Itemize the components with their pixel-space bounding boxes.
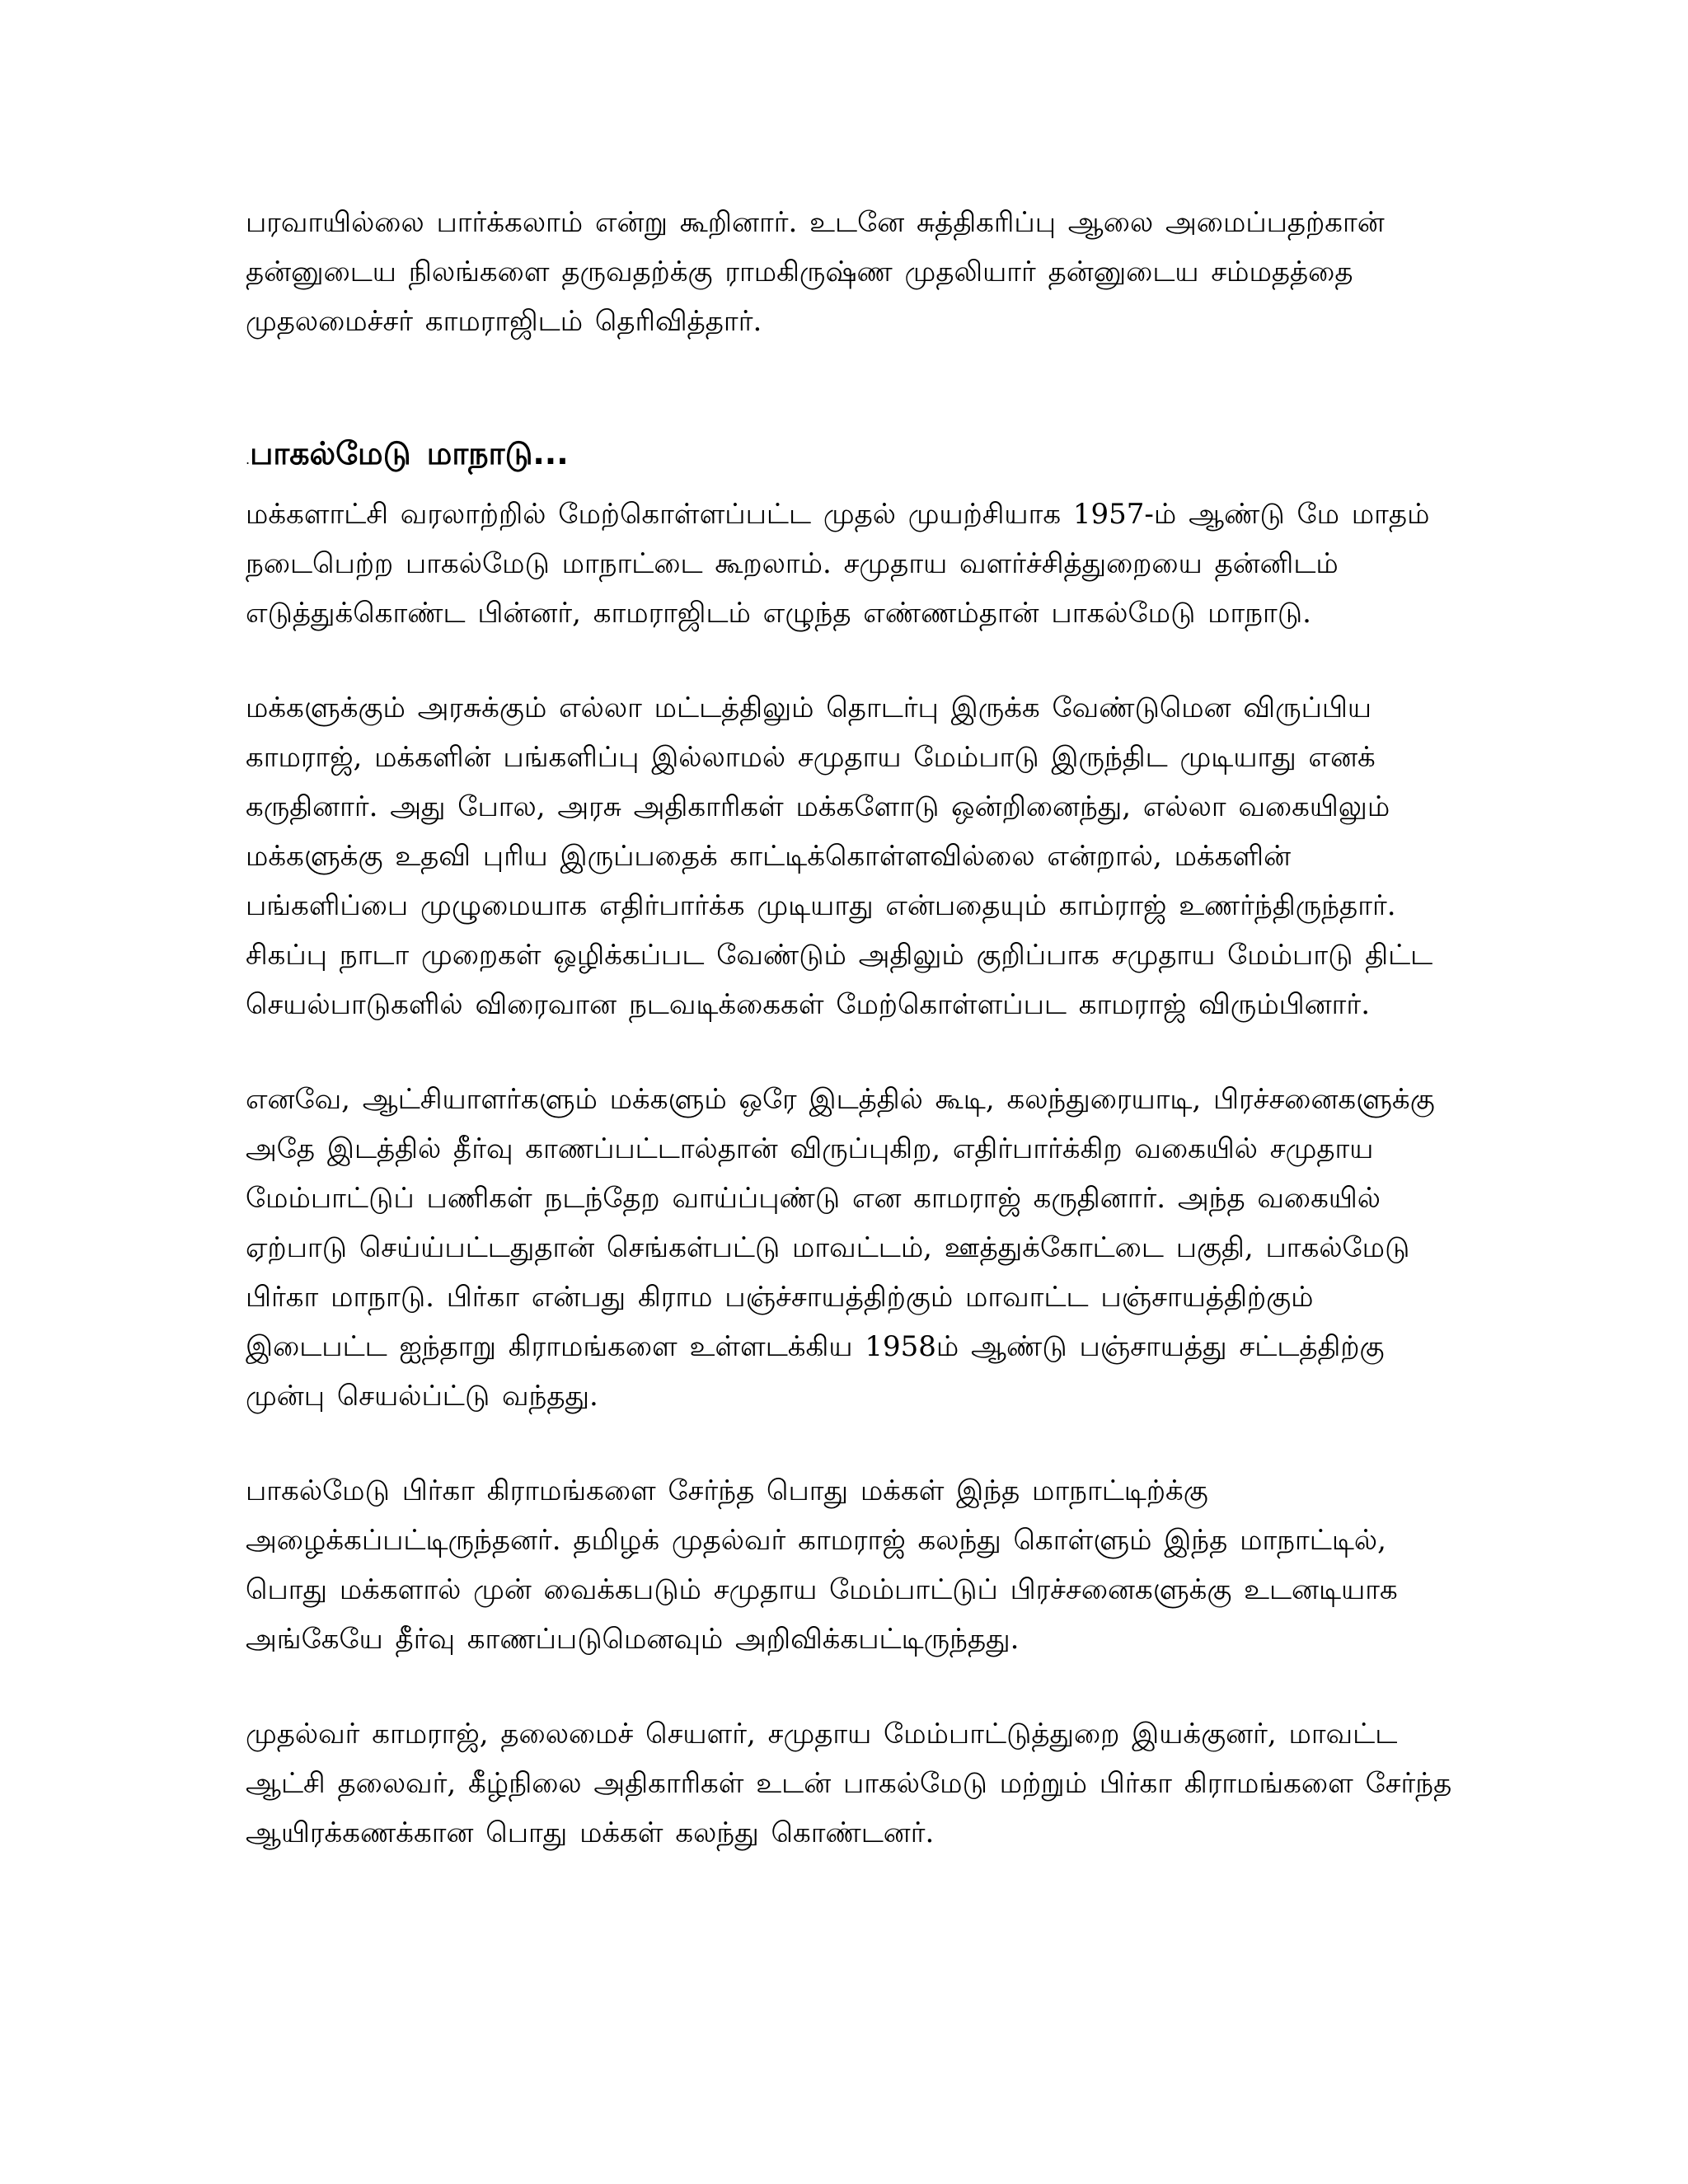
intro-paragraph: பரவாயில்லை பார்க்கலாம் என்று கூறினார். உடனே சுத்திகரிப்பு ஆலை அமைப்பதற்கான் தன்னுடைய நிலங்களை தருவதற்க்கு ராமகிருஷ்ண முதலியார் தன்னுடைய சம்மதத்தை முதலமைச்சர் காமராஜிடம் தெரிவித்தார். bbox=[246, 206, 1385, 338]
body-paragraph: பாகல்மேடு பிர்கா கிராமங்களை சேர்ந்த பொது மக்கள் இந்த மாநாட்டிற்க்கு அழைக்கப்பட்டிருந்தனர். தமிழக் முதல்வர் காமராஜ் கலந்து கொள்ளும் இந்த மாநாட்டில், பொது மக்களால் முன் வைக்கபடும் சமுதாய மேம்பாட்டுப் பிரச்சனைகளுக்கு உடனடியாக அங்கேயே தீர்வு காணப்படுமெனவும் அறிவிக்கபட்டிருந்தது. bbox=[246, 1474, 1398, 1656]
body-paragraph: மக்களுக்கும் அரசுக்கும் எல்லா மட்டத்திலும் தொடர்பு இருக்க வேண்டுமென விருப்பிய காமராஜ், மக்களின் பங்களிப்பு இல்லாமல் சமுதாய மேம்பாடு இருந்திட முடியாது எனக் கருதினார். அது போல, அரசு அதிகாரிகள் மக்களோடு ஒன்றினைந்து, எல்லா வகையிலும் மக்களுக்கு உதவி புரிய இருப்பதைக் காட்டிக்கொள்ளவில்லை என்றால், மக்களின் பங்களிப்பை முழுமையாக எதிர்பார்க்க முடியாது என்பதையும் காம்ராஜ் உணர்ந்திருந்தார். சிகப்பு நாடா முறைகள் ஒழிக்கப்பட வேண்டும் அதிலும் குறிப்பாக சமுதாய மேம்பாடு திட்ட செயல்பாடுகளில் விரைவான நடவடிக்கைகள் மேற்கொள்ளப்பட காமராஜ் விரும்பினார். bbox=[246, 691, 1433, 1021]
section-heading bbox=[246, 429, 1465, 485]
heading-dot: . bbox=[246, 452, 251, 467]
document-page bbox=[246, 198, 1465, 1858]
body-paragraph: மக்களாட்சி வரலாற்றில் மேற்கொள்ளப்பட்ட முதல் முயற்சியாக 1957-ம் ஆண்டு மே மாதம் நடைபெற்ற பாகல்மேடு மாநாட்டை கூறலாம். சமுதாய வளர்ச்சித்துறையை தன்னிடம் எடுத்துக்கொண்ட பின்னர், காமராஜிடம் எழுந்த எண்ணம்தான் பாகல்மேடு மாநாடு. bbox=[246, 498, 1430, 630]
body-paragraph: முதல்வர் காமராஜ், தலைமைச் செயளர், சமுதாய மேம்பாட்டுத்துறை இயக்குனர், மாவட்ட ஆட்சி தலைவர், கீழ்நிலை அதிகாரிகள் உடன் பாகல்மேடு மற்றும் பிர்கா கிராமங்களை சேர்ந்த ஆயிரக்கணக்கான பொது மக்கள் கலந்து கொண்டனர். bbox=[246, 1718, 1452, 1849]
body-paragraph: எனவே, ஆட்சியாளர்களும் மக்களும் ஒரே இடத்தில் கூடி, கலந்துரையாடி, பிரச்சனைகளுக்கு அதே இடத்தில் தீர்வு காணப்பட்டால்தான் விருப்புகிற, எதிர்பார்க்கிற வகையில் சமுதாய மேம்பாட்டுப் பணிகள் நடந்தேற வாய்ப்புண்டு என காமராஜ் கருதினார். அந்த வகையில் ஏற்பாடு செய்ய்பட்டதுதான் செங்கள்பட்டு மாவட்டம், ஊத்துக்கோட்டை பகுதி, பாகல்மேடு பிர்கா மாநாடு. பிர்கா என்பது கிராம பஞ்ச்சாயத்திற்கும் மாவாட்ட பஞ்சாயத்திற்கும் இடைபட்ட ஐந்தாறு கிராமங்களை உள்ளடக்கிய 1958ம் ஆண்டு பஞ்சாயத்து சட்டத்திற்கு முன்பு செயல்ப்ட்டு வந்தது. bbox=[246, 1083, 1435, 1413]
heading-title: பாகல்மேடு மாநாடு... bbox=[250, 435, 569, 471]
